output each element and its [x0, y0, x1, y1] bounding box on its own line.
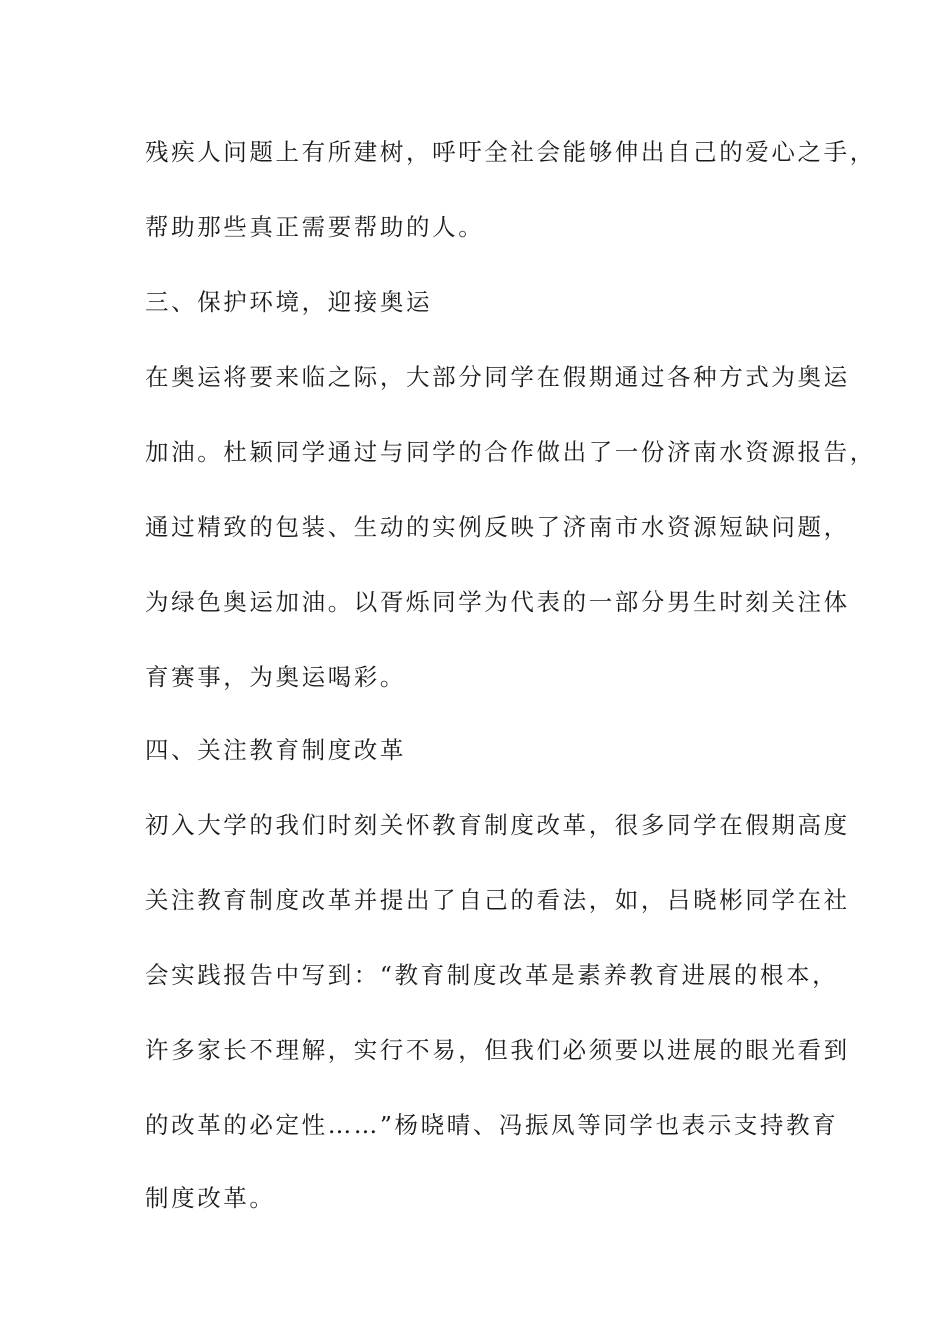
body-text-line: 通过精致的包装、生动的实例反映了济南市水资源短缺问题， [145, 513, 850, 541]
body-text-line: 关注教育制度改革并提出了自己的看法，如，吕晓彬同学在社 [145, 886, 850, 914]
body-text-line: 育赛事，为奥运喝彩。 [145, 663, 406, 691]
body-text-line: 在奥运将要来临之际，大部分同学在假期通过各种方式为奥运 [145, 363, 850, 391]
section-heading: 四、关注教育制度改革 [145, 736, 406, 764]
body-text-line: 初入大学的我们时刻关怀教育制度改革，很多同学在假期高度 [145, 811, 850, 839]
body-text-line: 加油。杜颖同学通过与同学的合作做出了一份济南水资源报告， [145, 438, 876, 466]
body-text-line: 会实践报告中写到：“教育制度改革是素养教育进展的根本， [145, 961, 839, 989]
body-text-line: 残疾人问题上有所建树，呼吁全社会能够伸出自己的爱心之手， [145, 138, 876, 166]
body-text-line: 为绿色奥运加油。以胥烁同学为代表的一部分男生时刻关注体 [145, 588, 850, 616]
body-text-line: 许多家长不理解，实行不易，但我们必须要以进展的眼光看到 [145, 1036, 850, 1064]
body-text-line: 帮助那些真正需要帮助的人。 [145, 213, 485, 241]
body-text-line: 制度改革。 [145, 1184, 276, 1212]
body-text-line: 的改革的必定性……”杨晓晴、冯振凤等同学也表示支持教育 [145, 1111, 839, 1139]
section-heading: 三、保护环境，迎接奥运 [145, 288, 433, 316]
